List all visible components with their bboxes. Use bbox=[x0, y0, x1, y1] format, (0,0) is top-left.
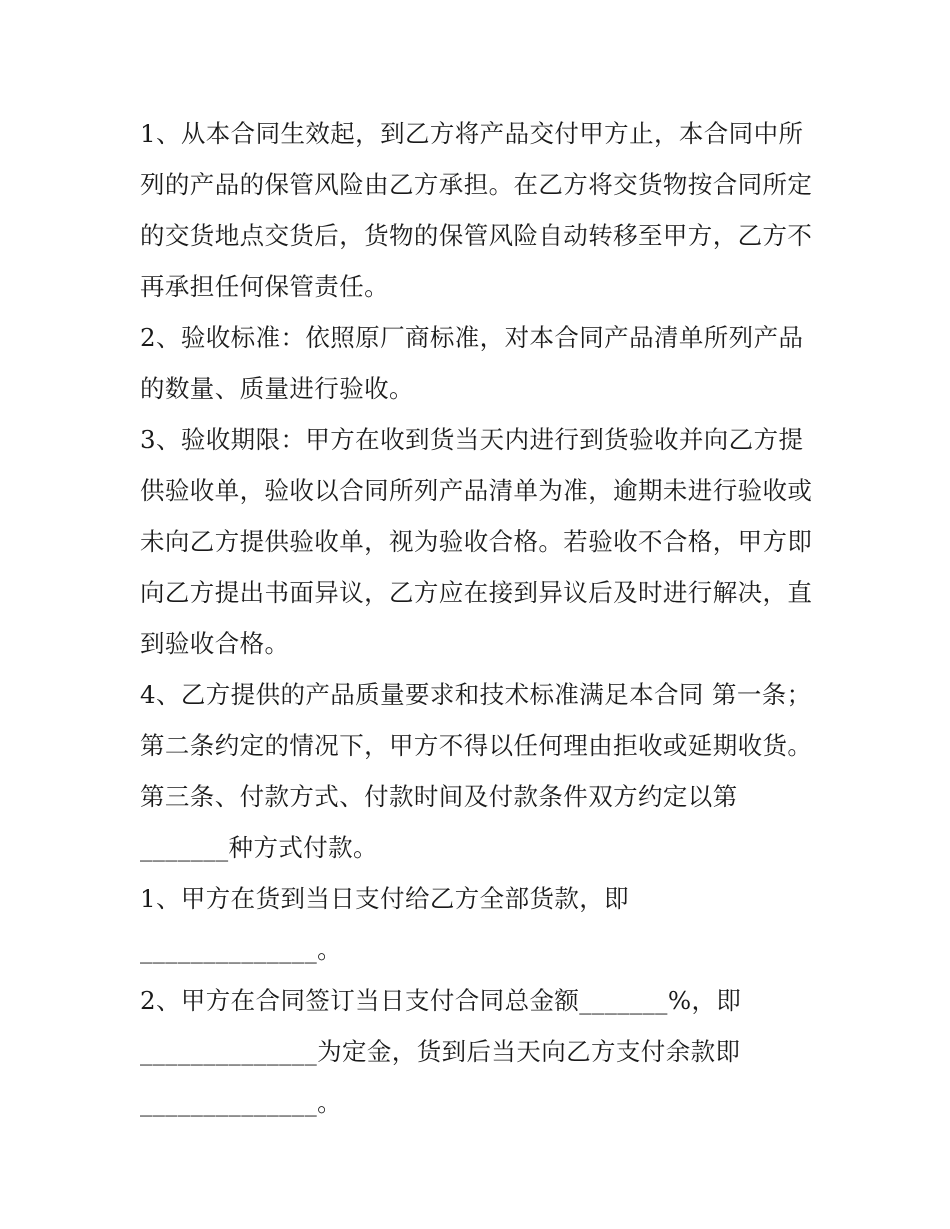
text-line-1: 1、从本合同生效起，到乙方将产品交付甲方止，本合同中所 bbox=[140, 119, 804, 148]
text-line-7: 3、验收期限：甲方在收到货当天内进行到货验收并向乙方提 bbox=[140, 425, 804, 454]
text-line-20: ______________。 bbox=[140, 1088, 342, 1117]
text-line-6: 的数量、质量进行验收。 bbox=[140, 374, 414, 403]
text-line-15: _______种方式付款。 bbox=[140, 833, 378, 862]
text-line-12: 4、乙方提供的产品质量要求和技术标准满足本合同 第一条； bbox=[140, 680, 812, 709]
text-line-18: 2、甲方在合同签订当日支付合同总金额_______%，即 bbox=[140, 986, 742, 1015]
text-line-3: 的交货地点交货后，货物的保管风险自动转移至甲方，乙方不 bbox=[140, 221, 813, 250]
text-line-19: ______________为定金，货到后当天向乙方支付余款即 bbox=[140, 1037, 741, 1066]
text-line-16: 1、甲方在货到当日支付给乙方全部货款，即 bbox=[140, 884, 630, 913]
text-line-17: ______________。 bbox=[140, 935, 342, 964]
text-line-4: 再承担任何保管责任。 bbox=[140, 272, 389, 301]
text-line-5: 2、验收标准：依照原厂商标准，对本合同产品清单所列产品 bbox=[140, 323, 804, 352]
document-body bbox=[140, 108, 820, 1128]
text-line-8: 供验收单，验收以合同所列产品清单为准，逾期未进行验收或 bbox=[140, 476, 813, 505]
text-line-9: 未向乙方提供验收单，视为验收合格。若验收不合格，甲方即 bbox=[140, 527, 813, 556]
text-line-13: 第二条约定的情况下，甲方不得以任何理由拒收或延期收货。 bbox=[140, 731, 813, 760]
text-line-2: 列的产品的保管风险由乙方承担。在乙方将交货物按合同所定 bbox=[140, 170, 813, 199]
text-line-11: 到验收合格。 bbox=[140, 629, 290, 658]
text-line-10: 向乙方提出书面异议，乙方应在接到异议后及时进行解决，直 bbox=[140, 578, 813, 607]
text-line-14: 第三条、付款方式、付款时间及付款条件双方约定以第 bbox=[140, 782, 738, 811]
